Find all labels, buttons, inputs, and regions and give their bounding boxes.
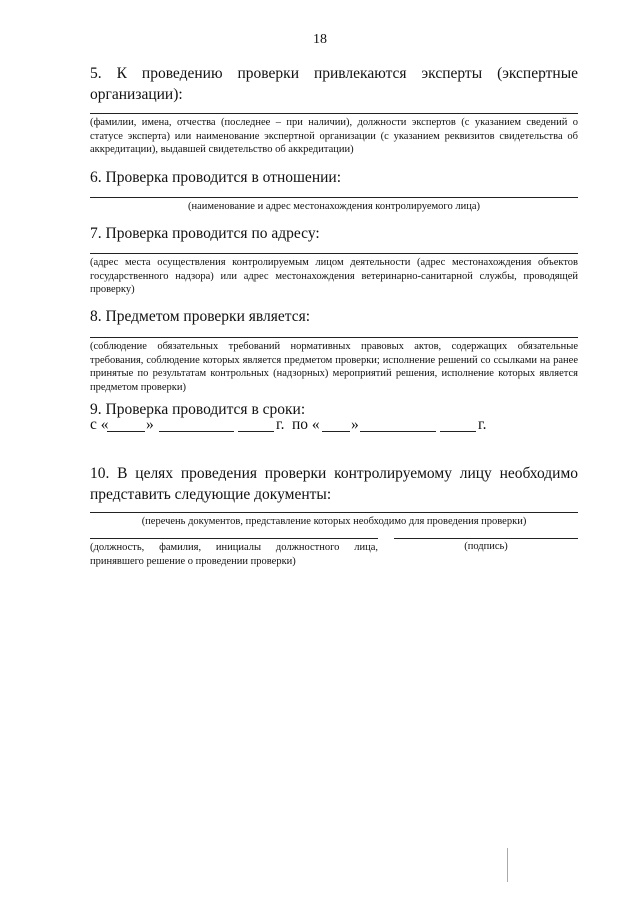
section-6-note: (наименование и адрес местонахождения контролируемого лица) (188, 201, 480, 212)
section-5-fill-line (90, 113, 578, 114)
date-to-label: по « (292, 416, 320, 433)
section-10-note: (перечень документов, представление которых необходимо для проведения проверки) (141, 516, 527, 527)
section-8-heading: 8. Предметом проверки является: (90, 308, 311, 325)
page-number: 18 (313, 32, 327, 47)
signature-note: (подпись) (464, 541, 508, 552)
section-7-fill-line (90, 253, 578, 254)
section-10-heading-line1: 10. В целях проведения проверки контролируемому лицу необходимо (90, 465, 578, 482)
section-7-heading: 7. Проверка проводится по адресу: (90, 225, 320, 242)
date-from-quote-close: » (146, 416, 154, 433)
section-9-heading: 9. Проверка проводится в сроки: (90, 401, 306, 418)
date-range-line (90, 414, 578, 438)
date-to-day-blank[interactable] (322, 431, 350, 432)
date-to-month-blank[interactable] (360, 431, 436, 432)
date-from-month-blank[interactable] (159, 431, 234, 432)
section-8-fill-line (90, 337, 578, 338)
date-to-quote-close: » (351, 416, 359, 433)
section-7-note: (адрес места осуществления контролируемым лицом деятельности (адрес местонахождения объектов государственного надзора) или адрес местонахождения ветеринарно-санитарной службы, проводящей проверку) (90, 257, 578, 295)
official-position-fill-line (90, 538, 378, 539)
section-5-heading-line2: организации): (90, 86, 183, 103)
section-10-heading-line2: представить следующие документы: (90, 486, 332, 503)
signature-fill-line (394, 538, 578, 539)
official-position-note-line2: принявшего решение о проведении проверки) (90, 555, 296, 567)
date-from-year-blank[interactable] (238, 431, 274, 432)
date-to-year-blank[interactable] (440, 431, 476, 432)
date-to-year-suffix: г. (478, 416, 487, 433)
scan-artifact-line (507, 848, 508, 882)
section-6-fill-line (90, 197, 578, 198)
official-position-note-line1: (должность, фамилия, инициалы должностного лица, (90, 542, 378, 553)
section-6-heading: 6. Проверка проводится в отношении: (90, 169, 342, 186)
section-5-heading-line1: 5. К проведению проверки привлекаются эксперты (экспертные (90, 65, 578, 82)
section-5-note: (фамилии, имена, отчества (последнее – при наличии), должности экспертов (с указанием сведений о статусе эксперта) или наименование экспертной организации (с указанием реквизитов свидетельства об аккредитации), выдавшей свидетельство об аккредитации) (90, 117, 578, 155)
official-position-note (90, 541, 378, 568)
section-10-fill-line (90, 512, 578, 513)
date-from-year-suffix: г. (276, 416, 285, 433)
date-from-day-blank[interactable] (107, 431, 145, 432)
section-8-note: (соблюдение обязательных требований нормативных правовых актов, содержащих обязательные требования, соблюдение которых является предметом проверки; исполнение решений со ссылками на ранее принятые по результатам контрольных (надзорных) мероприятий решения, исполнение которых является предметом проверки) (90, 341, 578, 393)
date-from-label: с « (90, 416, 109, 433)
